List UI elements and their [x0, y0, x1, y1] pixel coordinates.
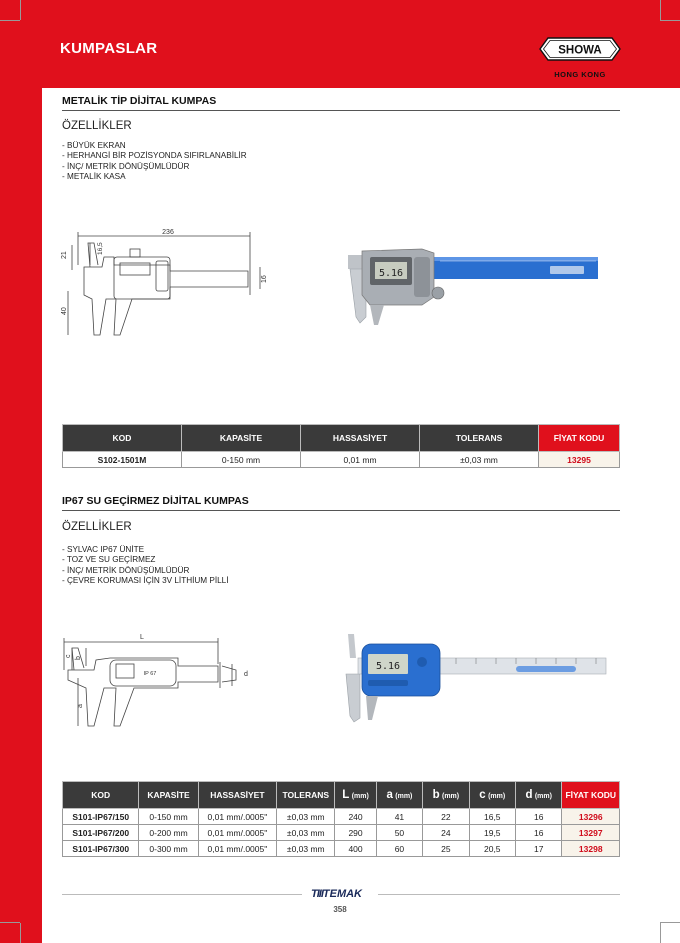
cell-kod: S102-1501M — [63, 452, 182, 468]
col-header-hassasiyet: HASSASİYET — [198, 782, 277, 809]
feature-item: - ÇEVRE KORUMASI İÇİN 3V LİTHİUM PİLLİ — [62, 575, 229, 585]
temak-logo-mark: TIII — [311, 888, 323, 900]
cell-hassasiyet: 0,01 mm/.0005" — [198, 825, 277, 841]
col-header-d-unit: (mm) — [534, 793, 552, 800]
cell-kod: S101-IP67/300 — [63, 841, 139, 857]
crop-mark — [660, 923, 661, 943]
footer-rule-right — [378, 894, 620, 895]
dim-c-label: c — [65, 654, 72, 658]
table-row — [63, 825, 620, 841]
showa-logo — [538, 36, 622, 62]
side-band — [0, 0, 42, 943]
dim-length-label: 236 — [162, 229, 174, 236]
table-row — [63, 809, 620, 825]
lcd-display: 5.16 — [378, 268, 404, 279]
ip67-label: IP 67 — [143, 671, 157, 677]
cell-hassasiyet: 0,01 mm — [301, 452, 420, 468]
crop-mark — [0, 20, 20, 21]
col-header-tolerans: TOLERANS — [277, 782, 335, 809]
cell-c: 16,5 — [469, 809, 515, 825]
cell-L: 240 — [335, 809, 376, 825]
crop-mark — [660, 0, 661, 20]
cell-fiyat: 13297 — [562, 825, 620, 841]
dim-thick-label: 16 — [261, 275, 268, 283]
cell-d: 17 — [515, 841, 562, 857]
brand-subtitle: HONG KONG — [554, 70, 606, 79]
cell-tolerans: ±0,03 mm — [277, 841, 335, 857]
dim-a-label: 21 — [61, 251, 68, 259]
temak-logo — [311, 888, 362, 900]
cell-tolerans: ±0,03 mm — [277, 809, 335, 825]
col-header-b-label: b — [432, 789, 440, 801]
cell-kod: S101-IP67/200 — [63, 825, 139, 841]
section1-price-table — [62, 424, 620, 468]
dim-jaw-label: 40 — [61, 307, 68, 315]
dim-b-label: 16,5 — [97, 242, 104, 255]
temak-logo-text: TEMAK — [322, 888, 362, 900]
col-header-d — [515, 782, 562, 809]
col-header-c — [469, 782, 515, 809]
section2-rule — [62, 510, 620, 511]
col-header-b — [423, 782, 469, 809]
cell-a: 41 — [376, 809, 422, 825]
section1-features — [62, 141, 247, 182]
cell-kapasite: 0-150 mm — [139, 809, 198, 825]
feature-item: - TOZ VE SU GEÇİRMEZ — [62, 555, 156, 565]
col-header-kapasite: KAPASİTE — [182, 425, 301, 452]
section1-title: METALİK TİP DİJİTAL KUMPAS — [62, 95, 217, 107]
col-header-a-label: a — [386, 789, 393, 801]
brand-name: SHOWA — [558, 44, 602, 57]
section1-caliper-photo — [340, 235, 602, 330]
cell-d: 16 — [515, 809, 562, 825]
dim-d-label: d — [244, 671, 248, 678]
cell-L: 400 — [335, 841, 376, 857]
section2-features-title: ÖZELLİKLER — [62, 521, 132, 533]
crop-mark — [20, 923, 21, 943]
crop-mark — [20, 0, 21, 20]
feature-item: - METALİK KASA — [62, 171, 126, 181]
category-title: KUMPASLAR — [60, 40, 158, 57]
crop-mark — [0, 922, 20, 923]
section1-features-title: ÖZELLİKLER — [62, 120, 132, 132]
col-header-a-unit: (mm) — [395, 793, 413, 800]
feature-item: - BÜYÜK EKRAN — [62, 141, 126, 150]
page-number: 358 — [333, 905, 347, 914]
cell-fiyat: 13296 — [562, 809, 620, 825]
cell-b: 25 — [423, 841, 469, 857]
dim-a-label: a — [77, 704, 84, 708]
col-header-L-label: L — [342, 789, 350, 801]
cell-tolerans: ±0,03 mm — [277, 825, 335, 841]
cell-tolerans: ±0,03 mm — [420, 452, 539, 468]
col-header-kod: KOD — [63, 782, 139, 809]
col-header-hassasiyet: HASSASİYET — [301, 425, 420, 452]
col-header-c-label: c — [479, 789, 486, 801]
section2-price-table — [62, 781, 620, 857]
section2-caliper-photo — [336, 630, 610, 725]
col-header-d-label: d — [525, 789, 533, 801]
cell-fiyat: 13295 — [539, 452, 620, 468]
dim-b-label: b — [75, 656, 82, 660]
section1-caliper-drawing — [58, 225, 278, 345]
col-header-fiyat: FİYAT KODU — [562, 782, 620, 809]
col-header-L-unit: (mm) — [351, 793, 369, 800]
cell-kapasite: 0-300 mm — [139, 841, 198, 857]
cell-c: 20,5 — [469, 841, 515, 857]
table-row — [63, 452, 620, 468]
cell-b: 24 — [423, 825, 469, 841]
cell-b: 22 — [423, 809, 469, 825]
col-header-kod: KOD — [63, 425, 182, 452]
cell-L: 290 — [335, 825, 376, 841]
cell-c: 19,5 — [469, 825, 515, 841]
cell-fiyat: 13298 — [562, 841, 620, 857]
col-header-fiyat: FİYAT KODU — [539, 425, 620, 452]
section2-features — [62, 545, 229, 586]
section2-title: IP67 SU GEÇİRMEZ DİJİTAL KUMPAS — [62, 495, 249, 507]
feature-item: - İNÇ/ METRİK DÖNÜŞÜMLÜDÜR — [62, 161, 190, 171]
section2-caliper-drawing — [58, 630, 258, 740]
cell-kapasite: 0-150 mm — [182, 452, 301, 468]
crop-mark — [660, 20, 680, 21]
col-header-a — [376, 782, 422, 809]
footer-rule-left — [62, 894, 302, 895]
col-header-c-unit: (mm) — [488, 793, 506, 800]
crop-mark — [660, 922, 680, 923]
cell-hassasiyet: 0,01 mm/.0005" — [198, 809, 277, 825]
lcd-display: 5.16 — [375, 661, 401, 672]
feature-item: - HERHANGİ BİR POZİSYONDA SIFIRLANABİLİR — [62, 151, 247, 161]
table-row — [63, 841, 620, 857]
col-header-tolerans: TOLERANS — [420, 425, 539, 452]
dim-L-label: L — [140, 634, 144, 641]
cell-hassasiyet: 0,01 mm/.0005" — [198, 841, 277, 857]
cell-kod: S101-IP67/150 — [63, 809, 139, 825]
cell-a: 60 — [376, 841, 422, 857]
cell-kapasite: 0-200 mm — [139, 825, 198, 841]
section1-rule — [62, 110, 620, 111]
col-header-b-unit: (mm) — [441, 793, 460, 800]
cell-d: 16 — [515, 825, 562, 841]
col-header-L — [335, 782, 376, 809]
feature-item: - SYLVAC IP67 ÜNİTE — [62, 545, 145, 554]
col-header-kapasite: KAPASİTE — [139, 782, 198, 809]
feature-item: - İNÇ/ METRİK DÖNÜŞÜMLÜDÜR — [62, 565, 190, 575]
cell-a: 50 — [376, 825, 422, 841]
